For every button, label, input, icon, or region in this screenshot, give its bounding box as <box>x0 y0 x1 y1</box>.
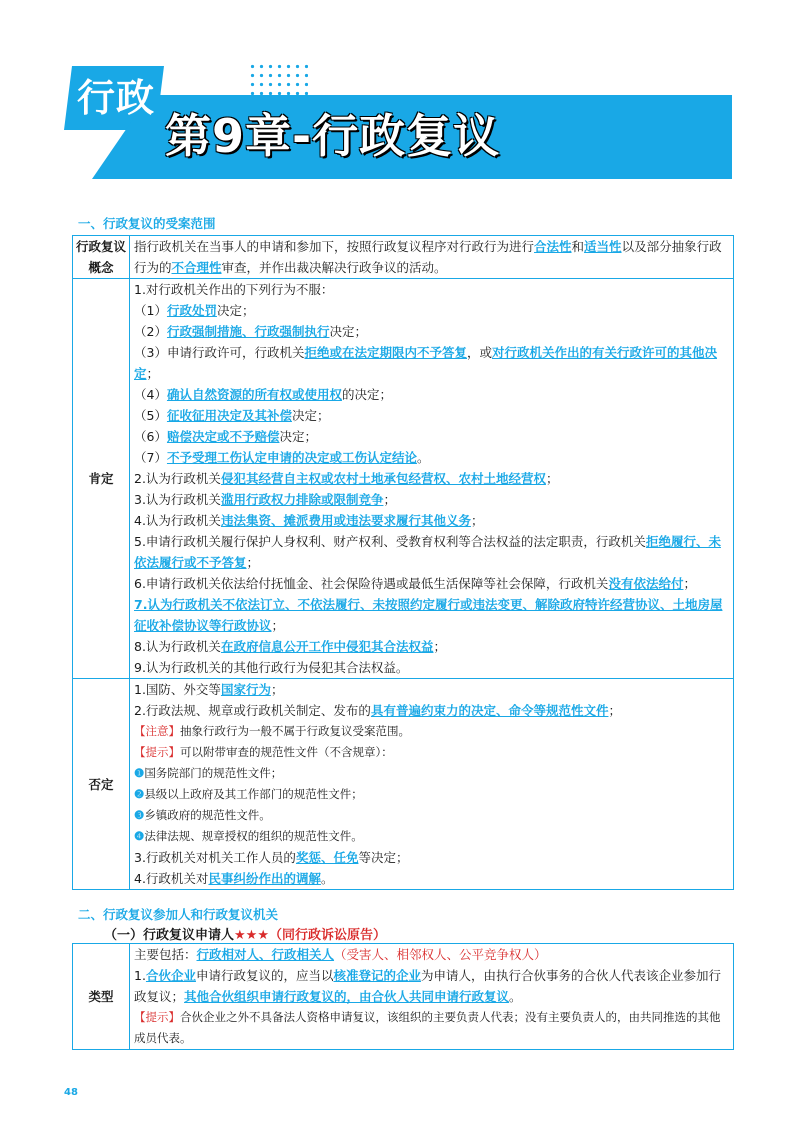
subsection-title <box>104 924 386 943</box>
row-label: 否定 <box>73 679 130 890</box>
list-item: （2）行政强制措施、行政强制执行决定； <box>134 324 367 339</box>
list-item: （6）赔偿决定或不予赔偿决定； <box>134 429 317 444</box>
list-item: ❷县级以上政府及其工作部门的规范性文件； <box>134 787 363 801</box>
chapter-title: 第9章-行政复议 <box>165 109 501 163</box>
list-item: 1.国防、外交等国家行为； <box>134 682 284 697</box>
list-item: ❹法律法规、规章授权的组织的规范性文件。 <box>134 829 363 843</box>
text: 指行政机关在当事人的申请和参加下，按照行政复议程序对行政行为进行 <box>134 239 535 254</box>
highlight: 合法性 <box>534 239 572 254</box>
row-label: 行政复议概念 <box>73 236 130 279</box>
text: 审查，并作出裁决解决行政争议的活动。 <box>221 260 447 275</box>
note: 【提示】合伙企业之外不具备法人资格申请复议，该组织的主要负责人代表；没有主要负责人的，由共同推选的其他成员代表。 <box>134 1010 721 1045</box>
table-row <box>73 679 734 890</box>
table-row <box>73 944 734 1050</box>
list-item: 7.认为行政机关不依法订立、不依法履行、未按照约定履行或违法变更、解除政府特许经营协议、土地房屋征收补偿协议等行政协议； <box>134 597 723 633</box>
section-title-scope: 一、行政复议的受案范围 <box>78 216 216 231</box>
list-item: 4.认为行政机关违法集资、摊派费用或违法要求履行其他义务； <box>134 513 484 528</box>
chapter-header <box>0 0 800 200</box>
text: 和 <box>571 239 585 254</box>
list-item: 3.行政机关对机关工作人员的奖惩、任免等决定； <box>134 850 409 865</box>
note: 【注意】抽象行政行为一般不属于行政复议受案范围。 <box>134 724 410 738</box>
scope-table <box>72 235 734 890</box>
page-number: 48 <box>64 1087 78 1098</box>
list-item: 2.行政法规、规章或行政机关制定、发布的具有普遍约束力的决定、命令等规范性文件； <box>134 703 621 718</box>
table-row <box>73 236 734 279</box>
text: 以及部分抽象行政行为的 <box>134 239 722 275</box>
row-label: 肯定 <box>73 279 130 679</box>
list-item: ❸乡镇政府的规范性文件。 <box>134 808 271 822</box>
list-item: 9.认为行政机关的其他行政行为侵犯其合法权益。 <box>134 660 409 675</box>
subsection-text: （一）行政复议申请人 <box>104 928 235 943</box>
applicant-table <box>72 943 734 1050</box>
list-item: 5.申请行政机关履行保护人身权利、财产权利、受教育权利等合法权益的法定职责，行政机关拒绝履行、未依法履行或不予答复； <box>134 534 721 570</box>
decorative-dots <box>248 62 308 98</box>
list-item: 4.行政机关对民事纠纷作出的调解。 <box>134 871 334 886</box>
negative-cell <box>130 679 734 890</box>
list-item: （7）不予受理工伤认定申请的决定或工伤认定结论。 <box>134 450 430 465</box>
note: 【提示】可以附带审查的规范性文件（不含规章）： <box>134 745 393 759</box>
table-row <box>73 279 734 679</box>
list-item: （5）征收征用决定及其补偿决定； <box>134 408 330 423</box>
row-label: 类型 <box>73 944 130 1050</box>
star-rating: ★★★ <box>234 928 269 943</box>
positive-cell <box>130 279 734 679</box>
subject-tag: 行政 <box>76 76 155 120</box>
concept-cell <box>130 236 734 279</box>
list-item: 6.申请行政机关依法给付抚恤金、社会保险待遇或最低生活保障等社会保障，行政机关没有依法给付； <box>134 576 696 591</box>
list-item: 主要包括：行政相对人、行政相关人（受害人、相邻权人、公平竞争权人） <box>134 947 547 962</box>
list-item: ❶国务院部门的规范性文件； <box>134 766 283 780</box>
section-title-participants: 二、行政复议参加人和行政复议机关 <box>78 907 279 922</box>
subsection-note: （同行政诉讼原告） <box>268 928 386 943</box>
list-item: 3.认为行政机关滥用行政权力排除或限制竞争； <box>134 492 396 507</box>
highlight: 适当性 <box>584 239 622 254</box>
list-item: 8.认为行政机关在政府信息公开工作中侵犯其合法权益； <box>134 639 446 654</box>
types-cell <box>130 944 734 1050</box>
highlight: 不合理性 <box>171 260 222 275</box>
list-item: （4）确认自然资源的所有权或使用权的决定； <box>134 387 392 402</box>
list-item: （1）行政处罚决定； <box>134 303 255 318</box>
list-item: （3）申请行政许可，行政机关拒绝或在法定期限内不予答复，或对行政机关作出的有关行政许可的其他决定； <box>134 345 718 381</box>
list-item: 2.认为行政机关侵犯其经营自主权或农村土地承包经营权、农村土地经营权； <box>134 471 559 486</box>
list-item: 1.合伙企业申请行政复议的，应当以核准登记的企业为申请人，由执行合伙事务的合伙人代表该企业参加行政复议；其他合伙组织申请行政复议的，由合伙人共同申请行政复议。 <box>134 968 721 1004</box>
list-item: 1.对行政机关作出的下列行为不服： <box>134 282 334 297</box>
